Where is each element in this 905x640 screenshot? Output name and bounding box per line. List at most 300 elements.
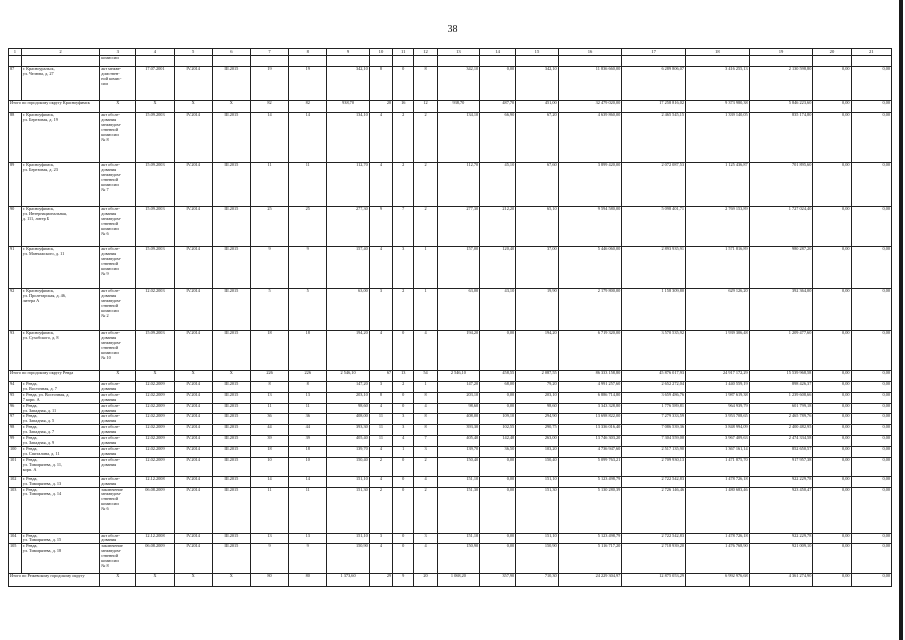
- data-cell: 19,90: [516, 289, 558, 331]
- table-row: [9, 163, 892, 207]
- continued-cell: [369, 56, 392, 67]
- total-cell: X: [100, 101, 136, 113]
- data-cell: 12.02.2009: [136, 436, 174, 447]
- total-cell: X: [174, 101, 212, 113]
- data-cell: 0,00: [851, 476, 891, 487]
- data-cell: 2 652 272,04: [622, 382, 686, 393]
- total-cell: 16: [393, 101, 414, 113]
- total-cell: 86 333 158,80: [558, 371, 622, 382]
- total-cell: 9 373 980,38: [686, 101, 750, 113]
- address-cell: г. Ревда, ул. Тимирязева, д. 15: [21, 533, 100, 544]
- total-label: Итого по городскому округу Ревда: [9, 371, 100, 382]
- data-cell: 0: [393, 457, 414, 476]
- table-row: [9, 533, 892, 544]
- data-cell: 0,00: [851, 392, 891, 403]
- data-cell: 98,60: [516, 403, 558, 414]
- data-cell: 134,10: [327, 113, 369, 163]
- data-cell: 11: [289, 163, 327, 207]
- data-cell: IV.2014: [174, 207, 212, 247]
- data-cell: 36: [289, 414, 327, 425]
- data-cell: 3 967 409,63: [686, 436, 750, 447]
- data-cell: заключение межведом- ственной комиссии № 8: [100, 544, 136, 574]
- data-cell: 14: [289, 113, 327, 163]
- data-cell: 8: [369, 392, 392, 403]
- column-number-15: 15: [516, 49, 558, 56]
- data-cell: 44: [250, 425, 288, 436]
- data-cell: 14: [250, 113, 288, 163]
- total-cell: 0,00: [851, 574, 891, 587]
- data-cell: 3 343 328,80: [558, 403, 622, 414]
- total-cell: X: [212, 574, 250, 587]
- total-cell: 67: [369, 371, 392, 382]
- data-cell: 5 446 060,00: [558, 247, 622, 289]
- data-cell: 112,70: [437, 163, 479, 207]
- address-cell: г. Ревда, ул. Западная, д. 7: [21, 425, 100, 436]
- data-cell: 43,10: [480, 289, 516, 331]
- data-cell: 11: [250, 403, 288, 414]
- data-cell: 2 722 542,83: [622, 533, 686, 544]
- data-cell: 1 571 816,89: [686, 247, 750, 289]
- data-cell: III.2015: [212, 446, 250, 457]
- data-cell: 342,10: [516, 67, 558, 101]
- data-cell: 4 736 947,60: [558, 446, 622, 457]
- data-cell: 701 895,60: [749, 163, 813, 207]
- data-cell: 150,90: [437, 544, 479, 574]
- row-number: 96: [9, 403, 22, 414]
- total-cell: X: [174, 371, 212, 382]
- data-cell: акт обсле- дования: [100, 457, 136, 476]
- data-cell: 9: [250, 247, 288, 289]
- data-cell: III.2015: [212, 533, 250, 544]
- data-cell: 0,00: [851, 446, 891, 457]
- total-cell: 451,00: [516, 101, 558, 113]
- row-number: 105: [9, 544, 22, 574]
- data-cell: 5: [289, 289, 327, 331]
- data-cell: 4: [369, 544, 392, 574]
- table-row: [9, 544, 892, 574]
- data-cell: 11 836 660,00: [558, 67, 622, 101]
- data-cell: 7: [414, 436, 437, 447]
- total-cell: 2 087,55: [516, 371, 558, 382]
- total-cell: 15 539 968,58: [749, 371, 813, 382]
- data-cell: 1: [393, 446, 414, 457]
- data-cell: 0: [393, 392, 414, 403]
- data-cell: 0,00: [480, 487, 516, 533]
- data-cell: 19: [289, 67, 327, 101]
- total-cell: 226: [250, 371, 288, 382]
- data-cell: 8: [414, 414, 437, 425]
- total-cell: 710,30: [516, 574, 558, 587]
- column-number-18: 18: [686, 49, 750, 56]
- document-sheet: [8, 48, 892, 587]
- data-cell: 12.02.2009: [136, 457, 174, 476]
- row-number: 93: [9, 331, 22, 371]
- data-cell: 1 480 683,46: [686, 487, 750, 533]
- data-cell: 151,10: [327, 533, 369, 544]
- data-cell: 11: [369, 425, 392, 436]
- total-cell: 29: [369, 574, 392, 587]
- address-cell: г. Ревда, ул. Тимирязева, д. 18: [21, 544, 100, 574]
- total-cell: 357,90: [480, 574, 516, 587]
- data-cell: 290,75: [516, 425, 558, 436]
- data-cell: 4 991 257,60: [558, 382, 622, 393]
- data-cell: 898 426,37: [749, 382, 813, 393]
- total-cell: 80: [250, 574, 288, 587]
- data-cell: 0: [393, 476, 414, 487]
- address-cell: г. Красноуфимск, ул. Березовая, д. 19: [21, 113, 100, 163]
- data-cell: 203,10: [437, 392, 479, 403]
- table-row: [9, 487, 892, 533]
- data-cell: 2: [414, 487, 437, 533]
- data-cell: 0,00: [813, 533, 851, 544]
- data-cell: 151,30: [437, 487, 479, 533]
- data-cell: 0,00: [813, 414, 851, 425]
- data-cell: 0,00: [851, 163, 891, 207]
- data-cell: 2: [369, 457, 392, 476]
- data-cell: 408,00: [437, 414, 479, 425]
- continued-cell: [289, 56, 327, 67]
- data-cell: III.2015: [212, 163, 250, 207]
- total-cell: X: [212, 101, 250, 113]
- data-cell: 18: [250, 331, 288, 371]
- data-cell: 0,00: [851, 533, 891, 544]
- data-cell: 5 099 763,21: [558, 457, 622, 476]
- data-cell: 151,30: [516, 487, 558, 533]
- data-cell: 37,00: [516, 247, 558, 289]
- continued-cell: [414, 56, 437, 67]
- data-cell: заключение межведом- ственной комиссии № 6: [100, 487, 136, 533]
- data-cell: акт обсле- дования межведом- ственной комиссии № 10: [100, 331, 136, 371]
- data-cell: 1: [414, 247, 437, 289]
- column-number-1: 1: [9, 49, 22, 56]
- data-cell: акт обсле- дования: [100, 446, 136, 457]
- data-cell: 12.12.2008: [136, 476, 174, 487]
- data-cell: 12.12.2008: [136, 533, 174, 544]
- data-cell: 12.02.2009: [136, 392, 174, 403]
- total-cell: 54: [414, 371, 437, 382]
- data-cell: 12.02.2009: [136, 414, 174, 425]
- data-cell: 3: [393, 414, 414, 425]
- data-cell: 13 336 016,40: [558, 425, 622, 436]
- data-cell: 3 848 994,09: [686, 425, 750, 436]
- data-cell: 5 123 498,79: [558, 533, 622, 544]
- continued-cell: [437, 56, 479, 67]
- data-cell: III.2015: [212, 392, 250, 403]
- data-cell: 3 953 708,65: [686, 414, 750, 425]
- data-cell: 14: [289, 476, 327, 487]
- data-cell: 14: [250, 476, 288, 487]
- page-number: 38: [447, 24, 458, 35]
- continued-cell: [327, 56, 369, 67]
- data-cell: 15.09.2003: [136, 113, 174, 163]
- table-row: [9, 67, 892, 101]
- total-cell: 12: [414, 101, 437, 113]
- data-cell: 06.08.2009: [136, 487, 174, 533]
- data-cell: 13: [250, 392, 288, 403]
- data-cell: 2: [393, 382, 414, 393]
- data-cell: 3 659 486,76: [622, 392, 686, 403]
- data-cell: 3: [393, 247, 414, 289]
- table-row: [9, 476, 892, 487]
- row-number: 98: [9, 425, 22, 436]
- address-cell: г. Ревда, ул. Тимирязева, д. 13: [21, 476, 100, 487]
- data-cell: 142,40: [480, 436, 516, 447]
- data-cell: 2 465 545,15: [622, 113, 686, 163]
- table-row: [9, 247, 892, 289]
- data-cell: 0,00: [851, 207, 891, 247]
- data-cell: 5 123 498,79: [558, 476, 622, 487]
- data-cell: 4: [369, 446, 392, 457]
- data-cell: 0: [393, 331, 414, 371]
- data-cell: 835 174,80: [749, 113, 813, 163]
- data-cell: 0,00: [851, 487, 891, 533]
- data-cell: 2 718 939,20: [622, 544, 686, 574]
- data-cell: 0,00: [851, 414, 891, 425]
- data-cell: 408,00: [327, 414, 369, 425]
- address-cell: г. Красноуфимск, ул. Пролетарская, д. 46, литера А: [21, 289, 100, 331]
- scan-edge: [899, 0, 903, 640]
- data-cell: 12.02.2003: [136, 289, 174, 331]
- data-cell: 3: [369, 382, 392, 393]
- data-cell: 0,00: [480, 67, 516, 101]
- data-cell: 0,00: [480, 476, 516, 487]
- data-cell: 1 339 140,05: [686, 113, 750, 163]
- address-cell: г. Ревда, ул. Спиталина, д. 11: [21, 446, 100, 457]
- total-cell: 24 229 304,97: [558, 574, 622, 587]
- data-cell: 8: [414, 392, 437, 403]
- data-cell: 1: [414, 289, 437, 331]
- total-row: [9, 101, 892, 113]
- data-cell: 0,00: [813, 331, 851, 371]
- data-cell: 0: [393, 403, 414, 414]
- data-cell: 0,00: [813, 289, 851, 331]
- data-cell: 98,60: [437, 403, 479, 414]
- data-cell: 405,40: [327, 436, 369, 447]
- address-cell: г. Ревда, ул. Западная, д. 9: [21, 436, 100, 447]
- row-number: 101: [9, 457, 22, 476]
- total-cell: 9: [393, 574, 414, 587]
- data-cell: 103,20: [516, 446, 558, 457]
- row-number: 102: [9, 476, 22, 487]
- data-cell: 405,40: [437, 436, 479, 447]
- column-number-19: 19: [749, 49, 813, 56]
- data-cell: 2 474 334,58: [749, 436, 813, 447]
- data-cell: 0,00: [813, 544, 851, 574]
- table-row: [9, 289, 892, 331]
- data-cell: 3 416 255,13: [686, 67, 750, 101]
- total-cell: 226: [289, 371, 327, 382]
- data-cell: III.2015: [212, 487, 250, 533]
- column-number-12: 12: [414, 49, 437, 56]
- data-cell: 263,00: [516, 436, 558, 447]
- total-cell: X: [136, 371, 174, 382]
- continued-row: [9, 56, 892, 67]
- data-cell: акт обсле- дования межведом- ственной комиссии № 6: [100, 207, 136, 247]
- data-cell: 8: [414, 67, 437, 101]
- data-cell: 2 709 930,13: [622, 457, 686, 476]
- data-cell: акт обсле- дования межведом- ственной комиссии № 2: [100, 289, 136, 331]
- data-cell: 15.09.2003: [136, 207, 174, 247]
- data-cell: IV.2014: [174, 544, 212, 574]
- data-cell: IV.2014: [174, 113, 212, 163]
- data-cell: 134,10: [437, 113, 479, 163]
- data-cell: 18: [289, 331, 327, 371]
- data-cell: 1 367 161,14: [686, 446, 750, 457]
- continued-cell: [851, 56, 891, 67]
- data-cell: 151,10: [437, 476, 479, 487]
- total-cell: 6 992 976,68: [686, 574, 750, 587]
- data-cell: 2 465 789,76: [749, 414, 813, 425]
- data-cell: 0,00: [813, 382, 851, 393]
- data-cell: 39: [289, 436, 327, 447]
- data-cell: 65,10: [516, 207, 558, 247]
- total-cell: 2 546,10: [327, 371, 369, 382]
- data-cell: 277,30: [327, 207, 369, 247]
- data-cell: 0,00: [851, 113, 891, 163]
- data-cell: 3 570 535,92: [622, 331, 686, 371]
- data-cell: 3: [369, 289, 392, 331]
- column-number-10: 10: [369, 49, 392, 56]
- data-cell: акт обсле- дования межведом- ственной комиссии № 7: [100, 163, 136, 207]
- data-cell: 203,10: [516, 392, 558, 403]
- data-cell: 4: [369, 113, 392, 163]
- data-cell: 3: [369, 533, 392, 544]
- data-cell: 157,40: [327, 247, 369, 289]
- data-cell: акт обсле- дования межведом- ственной комиссии № 9: [100, 247, 136, 289]
- data-cell: 922 229,78: [749, 533, 813, 544]
- row-number: 99: [9, 436, 22, 447]
- data-cell: 36,50: [480, 446, 516, 457]
- total-cell: 938,70: [327, 101, 369, 113]
- data-cell: 393,30: [437, 425, 479, 436]
- data-cell: 980 287,20: [749, 247, 813, 289]
- total-cell: 80: [289, 574, 327, 587]
- data-cell: 15.09.2003: [136, 331, 174, 371]
- data-cell: 2: [393, 289, 414, 331]
- data-cell: 0,00: [813, 163, 851, 207]
- row-number: 87: [9, 67, 22, 101]
- continued-cell: [21, 56, 100, 67]
- total-cell: 1 068,20: [437, 574, 479, 587]
- data-cell: III.2015: [212, 382, 250, 393]
- row-number: 97: [9, 414, 22, 425]
- data-cell: IV.2014: [174, 487, 212, 533]
- data-cell: 0,00: [480, 392, 516, 403]
- data-cell: 0,00: [851, 289, 891, 331]
- data-cell: 11: [250, 487, 288, 533]
- data-cell: 5: [250, 289, 288, 331]
- data-cell: 342,10: [437, 67, 479, 101]
- total-cell: X: [136, 101, 174, 113]
- data-cell: 151,10: [516, 476, 558, 487]
- data-cell: 25: [250, 207, 288, 247]
- table-row: [9, 436, 892, 447]
- data-cell: 8: [289, 382, 327, 393]
- row-number: 92: [9, 289, 22, 331]
- data-cell: 0,00: [851, 382, 891, 393]
- data-cell: 4: [369, 331, 392, 371]
- data-cell: 67,20: [516, 113, 558, 163]
- data-cell: 12.02.2009: [136, 382, 174, 393]
- data-cell: III.2015: [212, 247, 250, 289]
- data-cell: 139,70: [327, 446, 369, 457]
- total-cell: 24 917 172,29: [686, 371, 750, 382]
- data-cell: 0,00: [813, 67, 851, 101]
- data-cell: 194,20: [327, 331, 369, 371]
- data-cell: 4: [414, 331, 437, 371]
- total-cell: 20: [414, 574, 437, 587]
- data-cell: 2: [393, 163, 414, 207]
- data-cell: IV.2014: [174, 247, 212, 289]
- data-cell: 7 279 333,59: [622, 414, 686, 425]
- data-cell: 0,00: [813, 487, 851, 533]
- data-cell: 12.02.2009: [136, 425, 174, 436]
- total-cell: 13: [393, 371, 414, 382]
- data-cell: 0,00: [813, 207, 851, 247]
- total-cell: 0,00: [851, 371, 891, 382]
- data-cell: 1 939 306,48: [686, 331, 750, 371]
- data-cell: 0,00: [851, 436, 891, 447]
- data-cell: 342,10: [327, 67, 369, 101]
- data-cell: 18: [250, 446, 288, 457]
- data-cell: 1 476 768,90: [686, 544, 750, 574]
- data-cell: 0,00: [851, 425, 891, 436]
- total-cell: 0,00: [813, 371, 851, 382]
- data-cell: 7 304 559,00: [622, 436, 686, 447]
- data-cell: 0,00: [813, 247, 851, 289]
- data-cell: 13: [289, 533, 327, 544]
- data-cell: 4 639 860,00: [558, 113, 622, 163]
- data-cell: 79,20: [516, 382, 558, 393]
- data-cell: III.2015: [212, 457, 250, 476]
- column-number-2: 2: [21, 49, 100, 56]
- data-cell: IV.2014: [174, 414, 212, 425]
- continued-cell: [686, 56, 750, 67]
- data-cell: 15.09.2003: [136, 163, 174, 207]
- data-cell: III.2015: [212, 544, 250, 574]
- data-cell: 4: [369, 476, 392, 487]
- data-cell: 150,40: [516, 457, 558, 476]
- table-row: [9, 425, 892, 436]
- data-cell: 3: [414, 533, 437, 544]
- data-cell: III.2015: [212, 113, 250, 163]
- address-cell: г. Красноуральск, ул. Челюва, д. 27: [21, 67, 100, 101]
- data-cell: 11: [289, 403, 327, 414]
- data-cell: 2 769 153,89: [686, 207, 750, 247]
- data-cell: 147,20: [437, 382, 479, 393]
- column-number-4: 4: [136, 49, 174, 56]
- data-cell: 9: [369, 207, 392, 247]
- total-row: [9, 371, 892, 382]
- data-cell: 11: [289, 487, 327, 533]
- data-cell: 139,70: [437, 446, 479, 457]
- row-number: 94: [9, 382, 22, 393]
- data-cell: 0: [393, 533, 414, 544]
- data-cell: 36: [250, 414, 288, 425]
- row-number: 104: [9, 533, 22, 544]
- column-number-3: 3: [100, 49, 136, 56]
- table-row: [9, 113, 892, 163]
- continued-cell: [558, 56, 622, 67]
- data-cell: 66,90: [480, 113, 516, 163]
- data-cell: 45,10: [480, 163, 516, 207]
- data-cell: 112,70: [327, 163, 369, 207]
- data-cell: 4: [414, 544, 437, 574]
- data-cell: IV.2014: [174, 331, 212, 371]
- column-number-8: 8: [289, 49, 327, 56]
- data-cell: 917 957,38: [749, 457, 813, 476]
- total-cell: 82: [289, 101, 327, 113]
